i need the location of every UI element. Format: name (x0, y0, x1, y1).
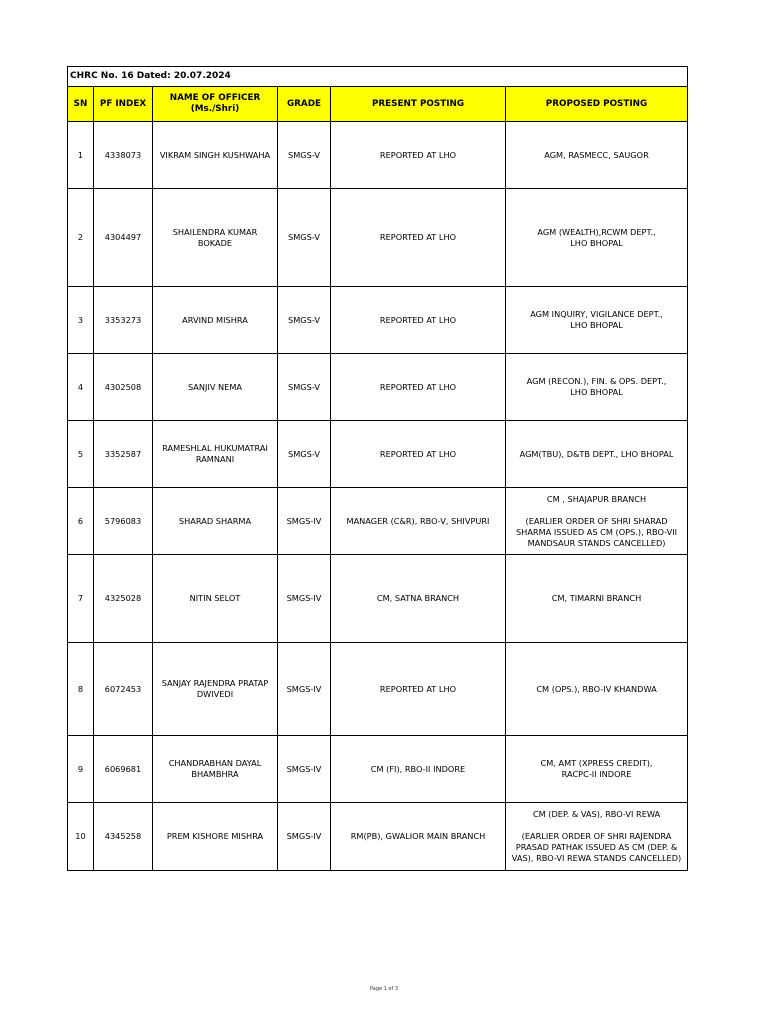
cell-officer-name-line: ARVIND MISHRA (182, 314, 248, 325)
cell-proposed-posting-line: AGM, RASMECC, SAUGOR (544, 149, 649, 160)
cell-grade: SMGS-V (278, 122, 331, 189)
cell-present-posting-line: REPORTED AT LHO (379, 149, 457, 160)
cell-proposed-posting-line: SHARMA ISSUED AS CM (OPS.), RBO-VII (515, 526, 678, 537)
cell-proposed-posting-line: CM, AMT (XPRESS CREDIT), (540, 758, 653, 768)
cell-officer-name (153, 287, 278, 354)
cell-grade: SMGS-IV (278, 803, 331, 871)
cell-grade: SMGS-V (278, 287, 331, 354)
cell-present-posting (331, 803, 506, 871)
cell-present-posting-line: REPORTED AT LHO (379, 448, 457, 459)
cell-sn: 1 (68, 122, 94, 189)
cell-pf-index: 6069681 (94, 736, 153, 803)
cell-present-posting (331, 488, 506, 555)
cell-present-posting (331, 189, 506, 287)
cell-proposed-posting-line: LHO BHOPAL (570, 387, 623, 397)
cell-grade: SMGS-V (278, 421, 331, 488)
cell-present-posting (331, 421, 506, 488)
cell-pf-index: 5796083 (94, 488, 153, 555)
table-row (68, 643, 688, 736)
table-row (68, 189, 688, 287)
cell-present-posting-line: REPORTED AT LHO (379, 683, 457, 694)
header-grade: GRADE (278, 87, 331, 122)
header-name (153, 87, 278, 122)
header-sn: SN (68, 87, 94, 122)
cell-sn: 9 (68, 736, 94, 803)
cell-proposed-posting (506, 555, 688, 643)
table-row (68, 421, 688, 488)
header-name-line2: (Ms./Shri) (190, 104, 240, 114)
cell-proposed-posting (506, 122, 688, 189)
cell-officer-name-line: CHANDRABHAN DAYAL (168, 758, 262, 768)
cell-proposed-posting (506, 736, 688, 803)
cell-officer-name (153, 122, 278, 189)
cell-officer-name (153, 803, 278, 871)
cell-proposed-posting-line: AGM INQUIRY, VIGILANCE DEPT., (530, 309, 663, 319)
cell-proposed-posting-line: PRASAD PATHAK ISSUED AS CM (DEP. & (515, 842, 678, 852)
table-row (68, 354, 688, 421)
cell-officer-name-line: PREM KISHORE MISHRA (166, 831, 264, 841)
cell-sn: 2 (68, 189, 94, 287)
cell-sn: 6 (68, 488, 94, 555)
cell-present-posting-line: CM (FI), RBO-II INDORE (370, 763, 466, 774)
cell-officer-name-line: SANJAY RAJENDRA PRATAP (161, 678, 269, 688)
cell-pf-index: 4345258 (94, 803, 153, 871)
cell-officer-name-line: VIKRAM SINGH KUSHWAHA (159, 149, 271, 160)
cell-present-posting (331, 555, 506, 643)
posting-sheet (67, 66, 687, 871)
header-proposed-posting: PROPOSED POSTING (506, 87, 688, 122)
cell-proposed-posting-line: CM (DEP. & VAS), RBO-VI REWA (532, 809, 661, 819)
page-footer: Page 1 of 3 (369, 986, 399, 992)
cell-officer-name-line: RAMESHLAL HUKUMATRAI (162, 443, 268, 453)
cell-officer-name-line: BHAMBHRA (191, 769, 239, 779)
table-row (68, 736, 688, 803)
cell-proposed-posting-line: AGM (WEALTH),RCWM DEPT., (537, 226, 656, 237)
cell-officer-name (153, 736, 278, 803)
cell-officer-name-line: NITIN SELOT (189, 593, 241, 603)
cell-proposed-posting-line: (EARLIER ORDER OF SHRI SHARAD (525, 515, 668, 526)
cell-present-posting-line: REPORTED AT LHO (379, 314, 457, 325)
cell-present-posting (331, 287, 506, 354)
cell-grade: SMGS-V (278, 189, 331, 287)
cell-present-posting-line: CM, SATNA BRANCH (376, 593, 460, 603)
cell-proposed-posting (506, 287, 688, 354)
cell-officer-name-line: DWIVEDI (196, 689, 234, 699)
cell-present-posting-line: REPORTED AT LHO (379, 232, 457, 242)
cell-sn: 10 (68, 803, 94, 871)
cell-sn: 5 (68, 421, 94, 488)
cell-present-posting-line: RM(PB), GWALIOR MAIN BRANCH (350, 831, 486, 841)
cell-grade: SMGS-IV (278, 643, 331, 736)
table-row (68, 803, 688, 871)
cell-sn: 3 (68, 287, 94, 354)
cell-present-posting (331, 643, 506, 736)
cell-officer-name-line: SHARAD SHARMA (178, 515, 252, 526)
cell-proposed-posting (506, 803, 688, 871)
posting-table (67, 66, 688, 871)
cell-officer-name-line: SANJIV NEMA (187, 381, 243, 392)
table-body (68, 122, 688, 871)
cell-proposed-posting-line: CM, TIMARNI BRANCH (551, 593, 642, 603)
cell-sn: 8 (68, 643, 94, 736)
table-row (68, 287, 688, 354)
header-present-posting: PRESENT POSTING (331, 87, 506, 122)
cell-officer-name (153, 488, 278, 555)
cell-proposed-posting (506, 643, 688, 736)
cell-sn: 4 (68, 354, 94, 421)
cell-proposed-posting (506, 488, 688, 555)
cell-pf-index: 4325028 (94, 555, 153, 643)
cell-pf-index: 3353273 (94, 287, 153, 354)
cell-pf-index: 4302508 (94, 354, 153, 421)
cell-proposed-posting-line: CM (OPS.), RBO-IV KHANDWA (536, 683, 657, 694)
cell-present-posting-line: REPORTED AT LHO (379, 381, 457, 392)
cell-officer-name (153, 643, 278, 736)
table-row (68, 555, 688, 643)
cell-grade: SMGS-IV (278, 488, 331, 555)
header-name-line1: NAME OF OFFICER (169, 93, 261, 103)
cell-grade: SMGS-IV (278, 555, 331, 643)
cell-officer-name-line: RAMNANI (195, 454, 235, 464)
cell-pf-index: 4304497 (94, 189, 153, 287)
header-pf-index: PF INDEX (94, 87, 153, 122)
cell-proposed-posting-line: RACPC-II INDORE (561, 769, 632, 779)
cell-proposed-posting-line: LHO BHOPAL (570, 320, 623, 330)
cell-officer-name-line: SHAILENDRA KUMAR BOKADE (172, 226, 258, 248)
cell-proposed-posting-line: VAS), RBO-VI REWA STANDS CANCELLED) (511, 853, 682, 863)
cell-pf-index: 3352587 (94, 421, 153, 488)
cell-present-posting (331, 736, 506, 803)
cell-proposed-posting (506, 421, 688, 488)
circular-caption: CHRC No. 16 Dated: 20.07.2024 (68, 67, 688, 87)
cell-proposed-posting-line: LHO BHOPAL (570, 237, 623, 248)
cell-officer-name (153, 354, 278, 421)
cell-proposed-posting-line: (EARLIER ORDER OF SHRI RAJENDRA (521, 831, 672, 841)
cell-grade: SMGS-V (278, 354, 331, 421)
cell-proposed-posting-line: AGM (RECON.), FIN. & OPS. DEPT., (526, 376, 667, 386)
cell-proposed-posting-line (508, 505, 685, 516)
table-row (68, 488, 688, 555)
header-row (68, 87, 688, 122)
cell-proposed-posting-line: CM , SHAJAPUR BRANCH (546, 493, 647, 504)
cell-pf-index: 6072453 (94, 643, 153, 736)
cell-proposed-posting-line: AGM(TBU), D&TB DEPT., LHO BHOPAL (519, 448, 674, 459)
cell-proposed-posting-line (508, 820, 685, 831)
table-row (68, 122, 688, 189)
cell-officer-name (153, 189, 278, 287)
cell-grade: SMGS-IV (278, 736, 331, 803)
cell-proposed-posting (506, 354, 688, 421)
cell-present-posting (331, 354, 506, 421)
cell-officer-name (153, 555, 278, 643)
cell-sn: 7 (68, 555, 94, 643)
cell-proposed-posting-line: MANDSAUR STANDS CANCELLED) (527, 537, 666, 548)
cell-present-posting (331, 122, 506, 189)
cell-pf-index: 4338073 (94, 122, 153, 189)
cell-officer-name (153, 421, 278, 488)
cell-proposed-posting (506, 189, 688, 287)
cell-present-posting-line: MANAGER (C&R), RBO-V, SHIVPURI (346, 515, 490, 526)
